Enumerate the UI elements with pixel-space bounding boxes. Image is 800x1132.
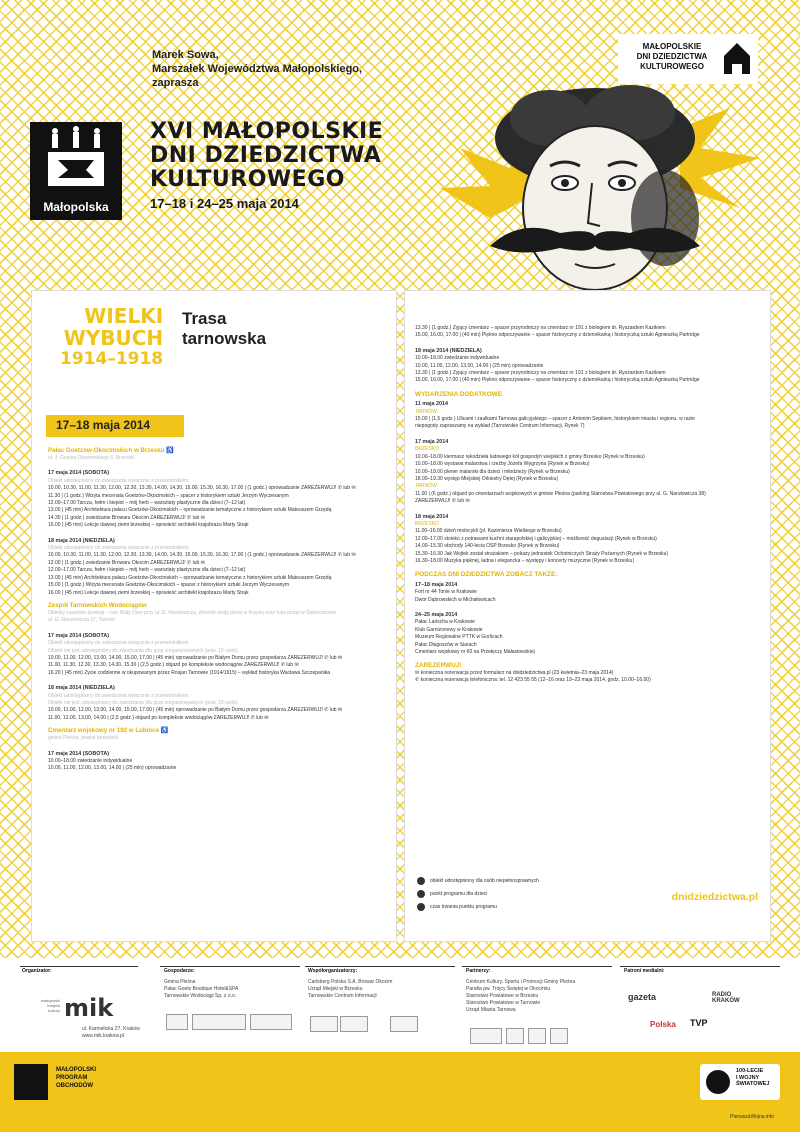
schedule-row: 10.00–18.00 plener malarski dla dzieci i młodzieży (Rynek w Brzesku) <box>415 468 570 475</box>
schedule-row: 12.00–17.00 Tarcza, hełm i kiepiot – mój herb – warsztaty plastyczne dla dzieci (7–12 lat) <box>48 567 246 574</box>
partner-logo <box>550 1028 568 1044</box>
schedule-venue: Pałac Goetzów-Okocimskich w Brzesku ♿ <box>48 447 174 454</box>
schedule-gap <box>48 530 388 535</box>
route-line: Trasa <box>182 309 227 328</box>
program-text: MAŁOPOLSKI PROGRAM OBCHODÓW <box>56 1067 96 1089</box>
legend-item: czas trwania punktu programu <box>417 901 539 914</box>
schedule-row: Dwór Dąbrowskich w Michałowicach <box>415 596 496 603</box>
schedule-row: 14.30 | (1 godz.) zwiedzanie Browaru Okocim ZAREZERWUJ! ✆ lub ✉ <box>48 514 205 521</box>
schedule-day: 17 maja 2014 (SOBOTA) <box>48 632 110 639</box>
date-band <box>46 415 184 437</box>
malopolska-logo-name: Małopolska <box>43 200 109 214</box>
website-link[interactable]: dnidziedzictwa.pl <box>671 891 758 903</box>
schedule-row: 15.00 | (1 godz.) Wizyta mecenata Goetzów-Okocimskich – spacer z historykiem sztuki Jerzym Wyczesanym <box>48 582 290 589</box>
schedule-row: 12.00–17.00 stoisko z potrawami kuchni starapolskiej i galicyjskiej – możliwość degustacji (Rynek w Brzesku) <box>415 535 657 542</box>
schedule-gap <box>48 462 388 467</box>
media-patrons-column: Patroni medialni: <box>624 968 665 974</box>
route-line: tarnowska <box>182 329 267 348</box>
inviter-line: Marek Sowa, <box>152 49 219 61</box>
schedule-day: 18 maja 2014 <box>415 513 449 520</box>
schedule-row: 10.00, 11.00, 12.00, 13.00, 14.00 | (25 min) oprowadzanie <box>48 765 177 772</box>
schedule-row: Pałac Długoszów w Siarach <box>415 641 477 648</box>
schedule-gap <box>48 625 388 630</box>
schedule-row: 16.30–18.00 Muzyka pięknej, ładna i elegancka – występy i koncerty muzyczne (Rynek w Brzesku) <box>415 557 634 564</box>
schedule-row: Pałac Larischa w Krakowie <box>415 619 475 626</box>
schedule-row: 10.00–18.00 wystawa malarstwa i rzeźby Józefa Węgrzyna (Rynek w Brzesku) <box>415 461 590 468</box>
clock-icon <box>417 903 425 911</box>
title-line: XVI MAŁOPOLSKIE <box>150 119 384 144</box>
schedule-row: 13.30 | (1 godz.) Żyjący cmentarz – spacer przyrodniczy na cmentarz nr 191 z biologiem dr. Ryszardem Kazikiem <box>415 325 666 331</box>
date-band-label: 17–18 maja 2014 <box>56 418 151 432</box>
organizer-column <box>22 968 52 979</box>
legend <box>417 875 539 914</box>
patron-logo-radio: RADIO KRAKÓW <box>712 992 740 1004</box>
schedule-row: 10.00, 10.30, 11.00, 11.30, 12.00, 12.30, 13.30, 14.00, 14.30, 15.00, 15.30, 16.30, 17.00 | (1 godz.) oprowadzanie ZAREZERWUJ! ✆ lub ✉ <box>48 485 356 492</box>
schedule-day: 24–25 maja 2014 <box>415 612 458 618</box>
title-line: DNI DZIEDZICTWA <box>150 143 382 168</box>
mdk-logo-line: KULTUROWEGO <box>640 62 704 71</box>
schedule-gap <box>48 677 388 682</box>
schedule-row: 13.00 | (45 min) Architektura pałacu Goetzów-Okocimskich – oprowadzanie tematyczne z historykiem sztuki Mateuszem Grzędą <box>48 574 332 581</box>
schedule-sub: ul. G. Narutowicza 37, Tarnów <box>48 617 115 624</box>
organizer-heading: Organizator: <box>22 968 52 974</box>
schedule-gap <box>48 743 388 748</box>
schedule-sub: ul. J. Goetza Okocimskiego 6, Brzesko <box>48 455 134 461</box>
mik-logo: mik <box>64 994 114 1022</box>
schedule-section: PODCZAS DNI DZIEDZICTWA ZOBACZ TAKŻE: <box>415 571 558 579</box>
schedule-row: 13.00 | (45 min) Architektura pałacu Goetzów-Okocimskich – oprowadzanie tematyczne z historykiem sztuki Mateuszem Grzędą <box>48 507 332 514</box>
schedule-row: ✆ konieczna rezerwacja telefoniczna: tel. 12 423 55 55 (12–16 oraz 19–23 maja 2014, godz. 10.00–16.00) <box>415 677 651 684</box>
schedule-row: Fort nr 44 Tonie w Krakowie <box>415 589 477 596</box>
schedule-row: 11.00, 11.30, 12.30, 13.30, 14.30, 15.30 | (2,5 godz.) objazd po kompleksie wodociągów ZAREZERWUJ! ✆ lub ✉ <box>48 662 299 669</box>
schedule-day: 17 maja 2014 (SOBOTA) <box>48 750 110 757</box>
schedule-row: 15.00, 16.00, 17.00 | (40 min) Piękno odpoczywanie – spacer historyczny z dziennikarką i historyczką sztuki Agnieszką Partridge <box>415 332 700 339</box>
schedule-day: 17–18 maja 2014 <box>415 581 458 588</box>
patron-logo-polska: Polska <box>650 1020 676 1029</box>
schedule-venue: Zespół Tarnowskich Wodociągów <box>48 601 147 609</box>
crown-eagle-icon <box>30 122 122 196</box>
mdk-logo-line: MAŁOPOLSKIE <box>642 42 702 51</box>
legend-item: obiekt udostępniony dla osób niepełnosprawnych <box>417 875 539 888</box>
schedule-day: 18 maja 2014 (NIEDZIELA) <box>48 537 115 544</box>
route-title <box>182 309 266 349</box>
event-title <box>150 120 430 211</box>
schedule-row: Cmentarz wojskowy nr 60 na Przełęczy Małastowskiej <box>415 649 535 656</box>
anniversary-website[interactable]: PierwszaWojna.info <box>730 1114 774 1120</box>
child-icon <box>417 890 425 898</box>
schedule-sub: Obiekt nie jest udostępniony do zwiedzania dla grup zorganizowanych (pow. 15 osób). <box>48 647 239 654</box>
partner-logo <box>470 1028 502 1044</box>
patron-logo-gazeta: gazeta <box>628 992 657 1002</box>
schedule-row: 16.00 | (45 min) Lekcje dawnej ziemi brzeskiej – opowieść architekt krajobrazu Marty Strąk <box>48 522 249 529</box>
schedule-row: 11.00, 12.00, 13.00, 14.00 | (2,5 godz.) objazd po kompleksie wodociągów ZAREZERWUJ! ✆ lub ✉ <box>48 714 269 721</box>
schedule-city: BRZESKO <box>415 520 439 527</box>
right-schedule <box>415 325 763 685</box>
schedule-row: 15.00 | (1,5 godz.) Ulicami i zaułkami Tarnowa galicyjskiego – spacer z Antonim Sepkiem, historykiem miasta i regionu, w razie <box>415 416 695 423</box>
co-organizer-logo <box>310 1016 338 1032</box>
schedule-row: 16.00 | (45 min) Lekcje dawnej ziemi brzeskiej – opowieść architekt krajobrazu Marty Strąk <box>48 589 249 596</box>
schedule-row: 10.00–18.00 zwiedzanie indywidualne <box>415 355 500 362</box>
left-schedule <box>48 447 388 773</box>
schedule-row: 13.30 | (1 godz.) Żyjący cmentarz – spacer przyrodniczy na cmentarz nr 191 z biologiem dr. Ryszardem Kazikiem <box>415 370 666 377</box>
anniversary-logo: 100-LECIE I WOJNY ŚWIATOWEJ <box>700 1064 780 1100</box>
schedule-sub: Obiekt nie jest udostępniony do zwiedzania dla grup zorganizowanych (pow. 15 osób). <box>48 699 239 706</box>
inviter-text <box>152 48 362 90</box>
patron-logo-tvp: TVP <box>690 1018 708 1028</box>
co-organizers-column: Współorganizatorzy: Carlsberg Polska S.A. Browar Okocim Urząd Miejski w Brzesku Tarnowskie Centrum Informacji <box>308 968 393 999</box>
schedule-gap <box>415 340 763 345</box>
schedule-row: 12.00 | (1 godz.) zwiedzanie Browaru Okocim ZAREZERWUJ! ✆ lub ✉ <box>48 559 205 566</box>
schedule-sub: Obiekty zasadzie dyrekcji – tzw. Biały Dom przy ul. G. Narutowicza, zbiornik wody pitnej w Krzyżu oraz hala pomp w Świerczkowie <box>48 609 337 616</box>
schedule-day: 17 maja 2014 (SOBOTA) <box>48 470 110 477</box>
malopolska-small-logo <box>14 1064 48 1100</box>
schedule-sub: Obiekt udostępniony do zwiedzania wyłącznie z przewodnikiem. <box>48 640 190 647</box>
mustached-man-illustration <box>430 68 770 298</box>
inviter-line: zaprasza <box>152 77 199 89</box>
schedule-section: ZAREZERWUJ! <box>415 662 462 670</box>
schedule-row: 16.20 | (45 min) Życie codzienne w okupowanym przez Rosjan Tarnowie (1914/1915) – wykład historyka Wacława Szczepanika <box>48 669 330 676</box>
wheelchair-icon <box>417 877 425 885</box>
schedule-sub: Obiekt udostępniony do zwiedzania wyłącznie z przewodnikiem. <box>48 545 190 552</box>
schedule-day: 17 maja 2014 <box>415 438 449 445</box>
schedule-city: BRZESKO <box>415 446 439 453</box>
event-dates: 17–18 i 24–25 maja 2014 <box>150 196 299 211</box>
partner-logo <box>506 1028 524 1044</box>
schedule-row: 10.00–18.00 kiermasz rękodzieła ludowego kół gospodyń wiejskich z gminy Brzesko (Rynek w Brzesku) <box>415 453 645 460</box>
schedule-row: 11.30 | (1 godz.) Wizyta mecenata Goetzów-Okocimskich – spacer z historykiem sztuki Jerzym Wyczesanym <box>48 492 289 499</box>
schedule-city: TARNÓW <box>415 408 437 415</box>
campaign-line: WIELKI <box>84 304 164 328</box>
schedule-day: 18 maja 2014 (NIEDZIELA) <box>415 347 482 354</box>
schedule-row: 11.00 | (6 godz.) objazd po cmentarzach wojskowych w gminie Pleśna (parking Starostwa Powiatowego przy ul. G. Narutowicza 38) <box>415 490 706 497</box>
schedule-row: Muzeum Regionalne PTTK w Gorlicach <box>415 634 503 641</box>
schedule-row: 18.00–19.30 występ Miejskiej Orkiestry Dętej (Rynek w Brzesku) <box>415 475 559 482</box>
co-organizer-logo <box>390 1016 418 1032</box>
co-organizer-logo <box>340 1016 368 1032</box>
schedule-row: 10.00, 10.30, 11.00, 11.30, 12.00, 12.30, 13.30, 14.00, 14.30, 15.00, 15.30, 16.30, 17.00 | (1 godz.) oprowadzanie ZAREZERWUJ! ✆ lub ✉ <box>48 552 356 559</box>
schedule-row: ZAREZERWUJ! ✆ lub ✉ <box>415 498 470 505</box>
host-logo <box>192 1014 246 1030</box>
dove-icon <box>706 1070 730 1094</box>
hosts-column: Gospodarze: Gmina Pleśna Pałac Goetz Boutique Hotel&SPA Tarnowskie Wodociągi Sp. z o.o. <box>164 968 239 999</box>
legend-item: punkt programu dla dzieci <box>417 888 539 901</box>
schedule-row: 15.00, 16.00, 17.00 | (40 min) Piękno odpoczywanie – spacer historyczny z dziennikarką i historyczką sztuki Agnieszką Partridge <box>415 377 700 384</box>
title-line: KULTUROWEGO <box>150 167 345 192</box>
schedule-row: Klub Garnizonowy w Krakowie <box>415 626 483 633</box>
host-logo <box>250 1014 292 1030</box>
schedule-sub: Obiekt udostępniony do zwiedzania wyłącznie z przewodnikiem. <box>48 692 190 699</box>
schedule-row: ✉ konieczna rezerwacja przez formularz na dnidziedzictwa.pl (23 kwietnia–23 maja 2014) <box>415 669 614 676</box>
schedule-gap <box>415 604 763 609</box>
schedule-sub: gmina Pleśna, powiat tarnowski <box>48 735 119 742</box>
partners-column: Partnerzy: Centrum Kultury, Sportu i Promocji Gminy Pleśna Parafia pw. Trójcy Świętej w Okocimiu Starostwo Powiatowe w Brzesku Starostwo Powiatowe w Tarnowie Urząd Miasta Tarnowa <box>466 968 576 1013</box>
bottom-bar <box>0 1052 800 1132</box>
schedule-row: 12.00–17.00 Tarcza, hełm i kiepiot – mój herb – warsztaty plastyczne dla dzieci (7–12 lat) <box>48 500 246 507</box>
campaign-line: 1914–1918 <box>60 349 164 369</box>
schedule-row: niepogody zapraszamy na wykład (Tarnowskie Centrum Informacji, Rynek 7) <box>415 423 585 430</box>
wielki-wybuch-logo <box>60 305 163 369</box>
left-panel <box>31 290 397 942</box>
schedule-venue: Cmentarz wojskowy nr 192 w Lubince ♿ <box>48 727 169 735</box>
mik-address: ul. Karmelicka 27, Kraków www.mik.krakow.pl <box>82 1026 140 1039</box>
schedule-day: 18 maja 2014 (NIEDZIELA) <box>48 685 115 692</box>
schedule-row: 10.00, 11.00, 12.00, 13.00, 14.00 | (25 min) oprowadzanie <box>415 362 544 369</box>
host-logo <box>166 1014 188 1030</box>
schedule-row: 10.00–18.00 zwiedzanie indywidualne <box>48 758 133 764</box>
right-panel <box>404 290 771 942</box>
mik-subtitle: małopolski instytut kultury <box>41 998 60 1013</box>
schedule-section: WYDARZENIA DODATKOWE <box>415 390 502 398</box>
schedule-row: 10.00, 11.00, 12.00, 13.00, 14.00, 15.00, 17.00 | (45 min) oprowadzanie po Białym Domu przez gospodarza ZAREZERWUJ! ✆ lub ✉ <box>48 707 343 714</box>
schedule-city: TARNÓW <box>415 483 437 490</box>
schedule-gap <box>415 506 763 511</box>
schedule-gap <box>415 431 763 436</box>
schedule-sub: Obiekt udostępniony do zwiedzania wyłącznie z przewodnikiem. <box>48 477 190 484</box>
schedule-day: 11 maja 2014 <box>415 401 448 408</box>
malopolska-logo <box>30 122 122 220</box>
schedule-row: 14.00–15.30 obchody 140-lecia OSP Brzesko (Rynek w Brzesku) <box>415 543 560 550</box>
campaign-line: WYBUCH <box>63 326 164 350</box>
schedule-row: 11.00–16.00 dzień motocykli (pl. Kazimierza Wielkiego w Brzesku) <box>415 528 562 535</box>
inviter-line: Marszałek Województwa Małopolskiego, <box>152 63 363 75</box>
schedule-row: 15.30–16.30 Jak Wojtek został strażakiem – pokazy jednostek Ochotniczych Straży Pożarnych (Rynek w Brzesku) <box>415 550 669 557</box>
mdk-logo-line: DNI DZIEDZICTWA <box>636 52 708 61</box>
schedule-row: 10.00, 11.00, 12.00, 13.00, 14.00, 15.00, 17.00 | (45 min) oprowadzanie po Białym Domu przez gospodarza ZAREZERWUJ! ✆ lub ✉ <box>48 654 343 661</box>
partner-logo <box>528 1028 546 1044</box>
